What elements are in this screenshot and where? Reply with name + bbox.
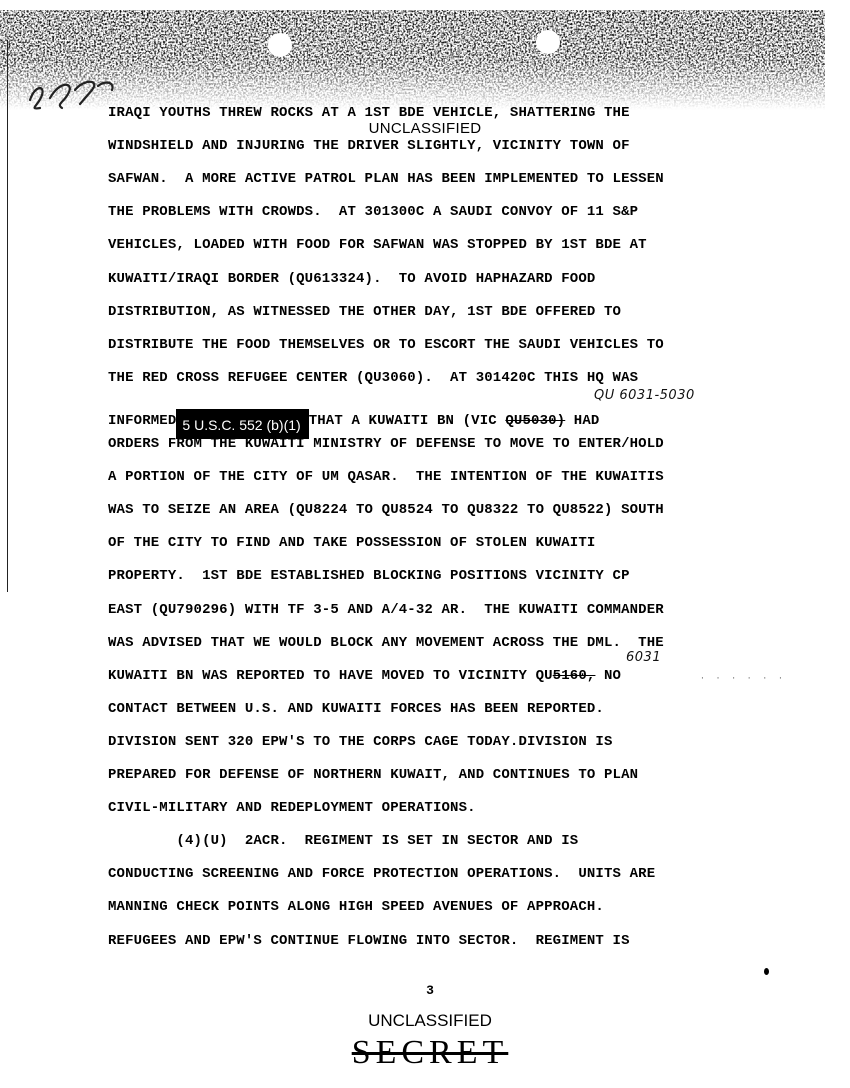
page-number: 3 xyxy=(426,983,434,998)
line-text: INFORMED xyxy=(108,413,177,429)
body-line: THE RED CROSS REFUGEE CENTER (QU3060). AT 301420C THIS HQ WAS xyxy=(108,370,639,386)
body-line: KUWAITI/IRAQI BORDER (QU613324). TO AVOID HAPHAZARD FOOD xyxy=(108,271,596,287)
secret-stamp-struck: SECRET xyxy=(351,1034,509,1071)
foia-redaction-box: 5 U.S.C. 552 (b)(1) xyxy=(176,409,308,439)
scan-speck xyxy=(764,968,769,975)
body-line xyxy=(108,403,599,433)
body-line: EAST (QU790296) WITH TF 3-5 AND A/4-32 AR. THE KUWAITI COMMANDER xyxy=(108,602,664,618)
line-text: KUWAITI BN WAS REPORTED TO HAVE MOVED TO VICINITY QU xyxy=(108,668,553,684)
body-line: DIVISION SENT 320 EPW'S TO THE CORPS CAGE TODAY.DIVISION IS xyxy=(108,734,613,750)
body-line: DISTRIBUTION, AS WITNESSED THE OTHER DAY, 1ST BDE OFFERED TO xyxy=(108,304,622,320)
body-line: WAS ADVISED THAT WE WOULD BLOCK ANY MOVEMENT ACROSS THE DML. THE xyxy=(108,635,664,651)
body-line: PREPARED FOR DEFENSE OF NORTHERN KUWAIT, AND CONTINUES TO PLAN xyxy=(108,767,639,783)
body-line: REFUGEES AND EPW'S CONTINUE FLOWING INTO SECTOR. REGIMENT IS xyxy=(108,933,630,949)
line-text: NO xyxy=(595,668,622,684)
body-line: (4)(U) 2ACR. REGIMENT IS SET IN SECTOR AND IS xyxy=(108,833,579,849)
body-line: VEHICLES, LOADED WITH FOOD FOR SAFWAN WAS STOPPED BY 1ST BDE AT xyxy=(108,237,647,253)
handwritten-grid-correction-b: 6031 xyxy=(626,650,662,665)
line-text: HAD xyxy=(565,413,600,429)
body-line: IRAQI YOUTHS THREW ROCKS AT A 1ST BDE VEHICLE, SHATTERING THE xyxy=(108,105,630,121)
classification-footer: UNCLASSIFIED xyxy=(368,1011,492,1030)
body-line: OF THE CITY TO FIND AND TAKE POSSESSION OF STOLEN KUWAITI xyxy=(108,535,596,551)
binder-hole-right xyxy=(536,30,560,54)
body-line: THE PROBLEMS WITH CROWDS. AT 301300C A SAUDI CONVOY OF 11 S&P xyxy=(108,204,639,220)
binder-hole-left xyxy=(268,33,292,57)
body-line: PROPERTY. 1ST BDE ESTABLISHED BLOCKING POSITIONS VICINITY CP xyxy=(108,568,630,584)
handwritten-grid-correction: QU 6031-5030 xyxy=(594,388,695,403)
body-line: CIVIL-MILITARY AND REDEPLOYMENT OPERATIONS. xyxy=(108,800,476,816)
struck-grid-reference: 5160, xyxy=(552,668,596,684)
handwritten-secret-scrawl xyxy=(20,60,120,115)
body-line: ORDERS FROM THE KUWAITI MINISTRY OF DEFENSE TO MOVE TO ENTER/HOLD xyxy=(108,436,664,452)
body-line: A PORTION OF THE CITY OF UM QASAR. THE INTENTION OF THE KUWAITIS xyxy=(108,469,664,485)
body-line xyxy=(108,668,621,684)
scan-noise-band xyxy=(0,0,850,110)
line-text: THAT A KUWAITI BN (VIC xyxy=(308,413,506,429)
body-line: WAS TO SEIZE AN AREA (QU8224 TO QU8524 TO QU8322 TO QU8522) SOUTH xyxy=(108,502,664,518)
body-line: CONTACT BETWEEN U.S. AND KUWAITI FORCES HAS BEEN REPORTED. xyxy=(108,701,604,717)
body-line: WINDSHIELD AND INJURING THE DRIVER SLIGHTLY, VICINITY TOWN OF xyxy=(108,138,630,154)
body-line: DISTRIBUTE THE FOOD THEMSELVES OR TO ESCORT THE SAUDI VEHICLES TO xyxy=(108,337,664,353)
scan-dots: · · · · · · xyxy=(700,674,786,683)
body-line: MANNING CHECK POINTS ALONG HIGH SPEED AVENUES OF APPROACH. xyxy=(108,899,604,915)
body-line: SAFWAN. A MORE ACTIVE PATROL PLAN HAS BEEN IMPLEMENTED TO LESSEN xyxy=(108,171,664,187)
struck-grid-reference: QU5030) xyxy=(505,413,566,429)
body-line: CONDUCTING SCREENING AND FORCE PROTECTION OPERATIONS. UNITS ARE xyxy=(108,866,656,882)
classification-header: UNCLASSIFIED xyxy=(368,120,482,137)
